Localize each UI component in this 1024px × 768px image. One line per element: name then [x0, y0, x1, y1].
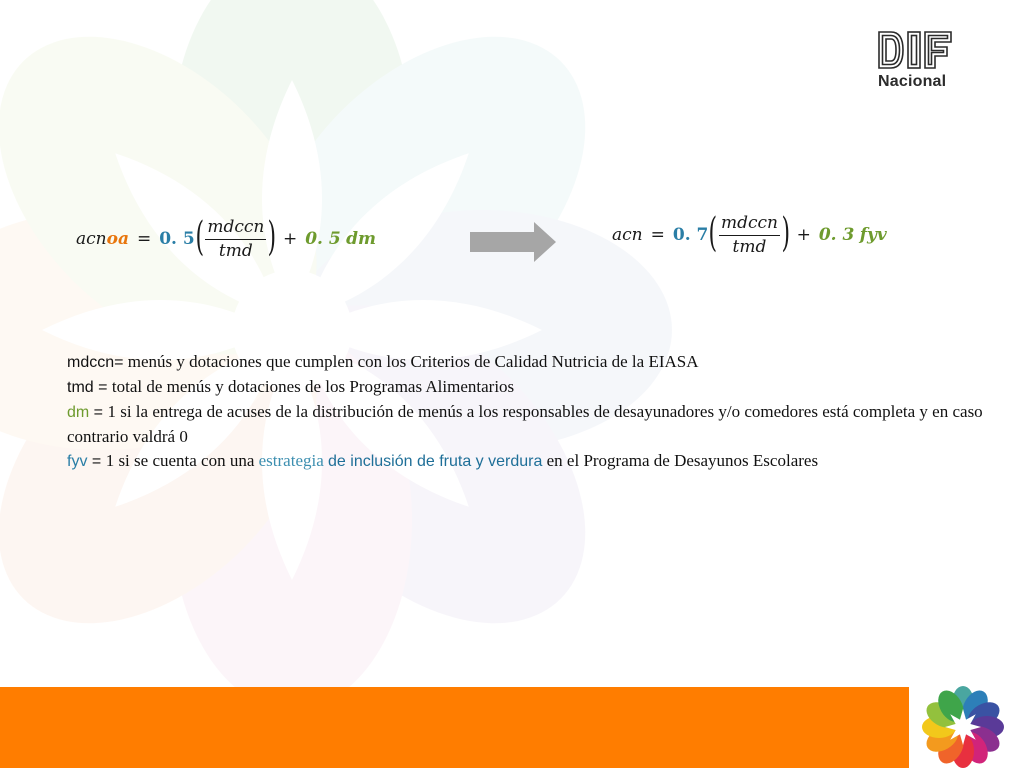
formula-lhs: acn — [612, 225, 643, 246]
definition-fyv-text1: 1 si se cuenta con una — [105, 451, 259, 470]
dif-logo-letters — [876, 30, 954, 70]
fraction-numerator: mdccn — [205, 218, 266, 240]
definition-dm-text: 1 si la entrega de acuses de la distribución de menús a los responsables de desayunadores y/o comedores está completa y en caso contrario valdrá 0 — [67, 402, 983, 446]
term-dm-eq: = — [89, 404, 108, 421]
formula-plus: + — [282, 229, 298, 250]
formula-proposed — [612, 210, 887, 257]
formula-coef1: 0. 7 — [672, 225, 709, 246]
right-arrow-icon — [470, 222, 556, 262]
fraction — [719, 214, 780, 256]
fraction-denominator: tmd — [732, 236, 767, 257]
definition-tmd — [67, 375, 1007, 400]
right-paren: ) — [781, 210, 791, 257]
footer-orange-bar — [0, 687, 909, 768]
dif-nacional-logo — [876, 30, 956, 94]
formula-coef1: 0. 5 — [159, 229, 195, 250]
formula-plus: + — [796, 225, 811, 246]
term-mdccn: mdccn= — [67, 354, 124, 371]
fraction-denominator: tmd — [218, 240, 253, 261]
dif-flower-logo-icon — [920, 686, 1006, 768]
term-dm: dm — [67, 404, 90, 421]
definition-fyv-text2: en el Programa de Desayunos Escolares — [542, 451, 819, 470]
term-tmd: tmd = — [67, 379, 112, 396]
definition-fyv — [67, 449, 1007, 474]
term-fyv-eq: = — [87, 453, 106, 470]
left-paren: ( — [708, 210, 718, 257]
definitions-block — [67, 350, 1007, 474]
formula-var2: fyv — [859, 225, 887, 246]
fraction-numerator: mdccn — [719, 214, 780, 236]
formula-equals: = — [650, 225, 665, 246]
logo-subtitle: Nacional — [878, 73, 947, 90]
formula-coef2: 0. 5 — [305, 229, 341, 250]
formula-current — [76, 214, 376, 261]
fraction — [205, 218, 266, 260]
right-paren: ) — [267, 214, 277, 261]
formula-coef2: 0. 3 — [818, 225, 855, 246]
definition-tmd-text: total de menús y dotaciones de los Programas Alimentarios — [111, 377, 515, 396]
formula-lhs-suffix: oa — [106, 229, 129, 250]
formula-lhs-prefix: acn — [76, 229, 107, 250]
formula-equals: = — [136, 229, 152, 250]
definition-dm — [67, 400, 1007, 449]
definition-mdccn — [67, 350, 1007, 375]
highlight-estrategia: estrategia — [258, 451, 324, 470]
formula-var2: dm — [346, 229, 376, 250]
highlight-inclusion: de inclusión de fruta y verdura — [328, 453, 543, 470]
left-paren: ( — [195, 214, 204, 261]
definition-mdccn-text: menús y dotaciones que cumplen con los Criterios de Calidad Nutricia de la EIASA — [123, 352, 699, 371]
term-fyv: fyv — [67, 453, 88, 470]
